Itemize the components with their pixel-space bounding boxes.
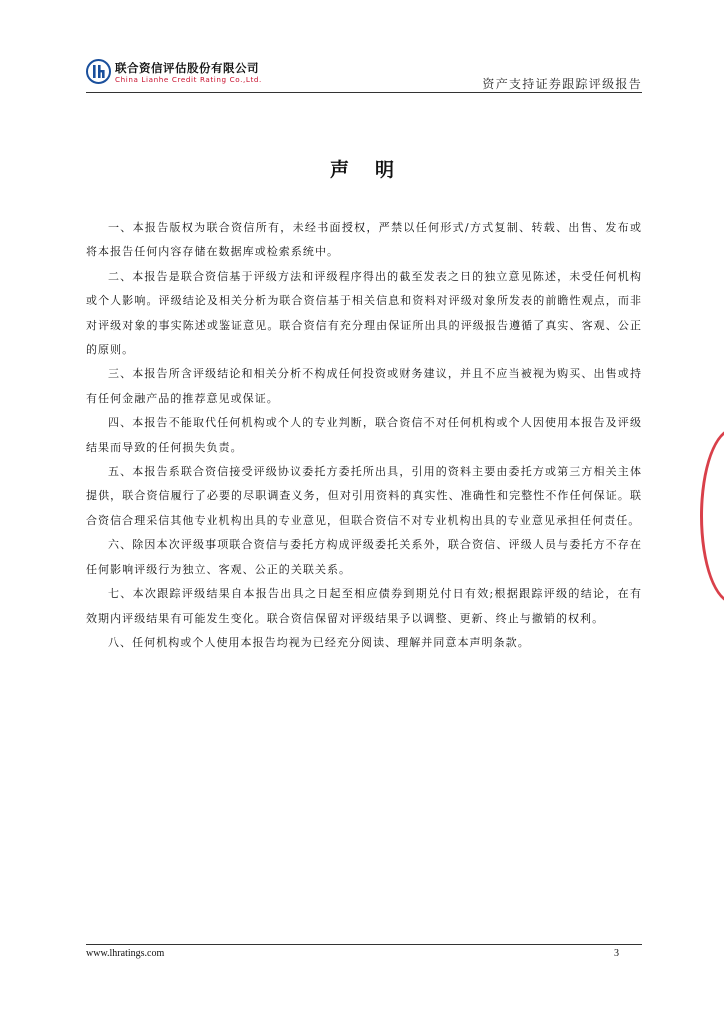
- footer-divider: [86, 944, 642, 945]
- declaration-paragraph-5: 五、本报告系联合资信接受评级协议委托方委托所出具，引用的资料主要由委托方或第三方相关主体提供，联合资信履行了必要的尽职调查义务，但对引用资料的真实性、准确性和完整性不作任何保证。联合资信合理采信其他专业机构出具的专业意见，但联合资信不对专业机构出具的专业意见承担任何责任。: [86, 465, 642, 527]
- page-title: 声明: [329, 159, 420, 181]
- declaration-paragraph-3: 三、本报告所含评级结论和相关分析不构成任何投资或财务建议，并且不应当被视为购买、出售或持有任何金融产品的推荐意见或保证。: [86, 367, 642, 405]
- declaration-paragraph-2: 二、本报告是联合资信基于评级方法和评级程序得出的截至发表之日的独立意见陈述，未受任何机构或个人影响。评级结论及相关分析为联合资信基于相关信息和资料对评级对象所发表的前瞻性观点，而非对评级对象的事实陈述或鉴证意见。联合资信有充分理由保证所出具的评级报告遵循了真实、客观、公正的原则。: [86, 269, 642, 357]
- page-header: [86, 58, 642, 92]
- report-type-label: 资产支持证券跟踪评级报告: [482, 77, 642, 91]
- declaration-paragraph-6: 六、除因本次评级事项联合资信与委托方构成评级委托关系外，联合资信、评级人员与委托方不存在任何影响评级行为独立、客观、公正的关联关系。: [86, 538, 642, 576]
- company-name-cn: 联合资信评估股份有限公司: [115, 61, 259, 75]
- lianhe-logo-icon: [86, 59, 111, 84]
- declaration-paragraph-4: 四、本报告不能取代任何机构或个人的专业判断，联合资信不对任何机构或个人因使用本报告及评级结果而导致的任何损失负责。: [86, 416, 642, 454]
- declaration-paragraph-7: 七、本次跟踪评级结果自本报告出具之日起至相应债券到期兑付日有效;根据跟踪评级的结论，在有效期内评级结果有可能发生变化。联合资信保留对评级结果予以调整、更新、终止与撤销的权利。: [86, 587, 642, 625]
- footer-website-url: www.lhratings.com: [86, 948, 165, 959]
- declaration-paragraph-8: 八、任何机构或个人使用本报告均视为已经充分阅读、理解并同意本声明条款。: [108, 635, 530, 649]
- declaration-paragraph-1: 一、本报告版权为联合资信所有，未经书面授权，严禁以任何形式/方式复制、转载、出售、发布或将本报告任何内容存储在数据库或检索系统中。: [86, 221, 642, 259]
- page-number: 3: [614, 948, 619, 959]
- company-name-en: China Lianhe Credit Rating Co.,Ltd.: [115, 75, 262, 84]
- declaration-body: [86, 216, 642, 655]
- header-divider: [86, 92, 642, 93]
- company-seal-stamp: [700, 428, 724, 604]
